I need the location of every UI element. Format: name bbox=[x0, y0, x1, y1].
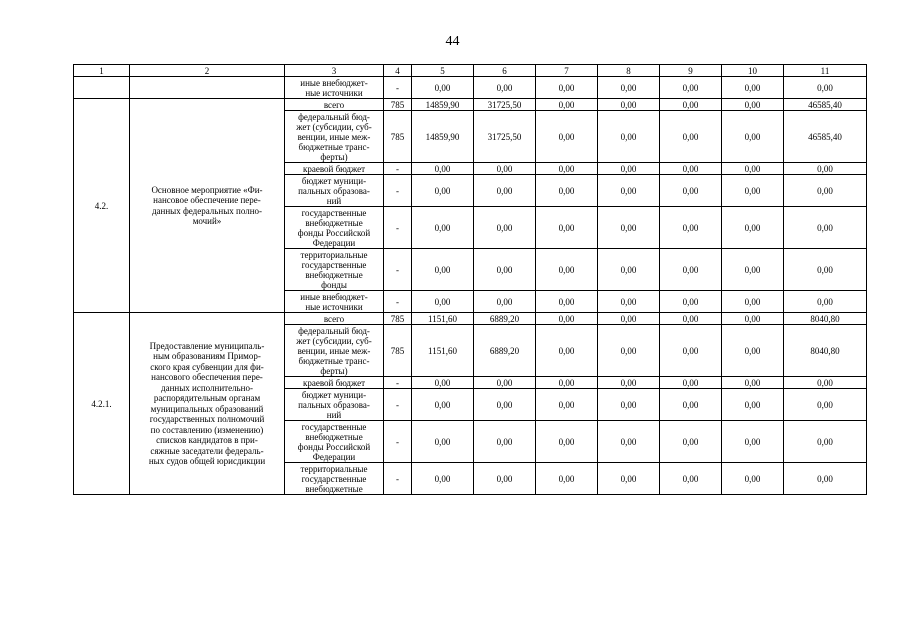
code-cell: - bbox=[384, 163, 412, 175]
value-cell: 0,00 bbox=[474, 463, 536, 495]
value-cell: 0,00 bbox=[598, 291, 660, 313]
value-cell: 0,00 bbox=[722, 77, 784, 99]
value-cell: 0,00 bbox=[660, 389, 722, 421]
column-header: 11 bbox=[784, 65, 867, 77]
table-row bbox=[74, 99, 867, 111]
value-cell: 0,00 bbox=[722, 163, 784, 175]
value-cell: 31725,50 bbox=[474, 111, 536, 163]
value-cell: 0,00 bbox=[474, 421, 536, 463]
value-cell: 0,00 bbox=[598, 77, 660, 99]
column-header: 9 bbox=[660, 65, 722, 77]
funding-source-cell: государственные внебюджетные фонды Российской Федерации bbox=[285, 421, 384, 463]
value-cell: 0,00 bbox=[784, 249, 867, 291]
value-cell: 0,00 bbox=[536, 389, 598, 421]
value-cell: 31725,50 bbox=[474, 99, 536, 111]
value-cell: 0,00 bbox=[598, 111, 660, 163]
value-cell: 0,00 bbox=[660, 377, 722, 389]
value-cell: 46585,40 bbox=[784, 99, 867, 111]
item-code-cell: 4.2.1. bbox=[74, 313, 130, 495]
value-cell: 0,00 bbox=[536, 463, 598, 495]
funding-source-cell: иные внебюджет- ные источники bbox=[285, 77, 384, 99]
value-cell: 0,00 bbox=[536, 207, 598, 249]
value-cell: 0,00 bbox=[536, 377, 598, 389]
code-cell: 785 bbox=[384, 325, 412, 377]
funding-source-cell: всего bbox=[285, 313, 384, 325]
value-cell: 0,00 bbox=[722, 377, 784, 389]
table-body bbox=[74, 77, 867, 495]
value-cell: 0,00 bbox=[598, 389, 660, 421]
value-cell: 0,00 bbox=[536, 99, 598, 111]
column-header: 1 bbox=[74, 65, 130, 77]
value-cell: 0,00 bbox=[598, 377, 660, 389]
value-cell: 0,00 bbox=[660, 99, 722, 111]
item-name-cell: Предоставление муниципаль- ным образованиям Примор- ского края субвенции для фи- нансового обеспечения пере- данных исполнительно- распорядительным органам муниципальных образований государственных полномочий по составлению (изменению) списков кандидатов в при- сяжные заседатели федераль- ных судов общей юрисдикции bbox=[130, 313, 285, 495]
value-cell: 0,00 bbox=[474, 389, 536, 421]
value-cell: 0,00 bbox=[536, 325, 598, 377]
code-cell: 785 bbox=[384, 99, 412, 111]
value-cell: 0,00 bbox=[784, 291, 867, 313]
item-code-cell: 4.2. bbox=[74, 99, 130, 313]
value-cell: 0,00 bbox=[412, 377, 474, 389]
value-cell: 0,00 bbox=[412, 291, 474, 313]
value-cell: 0,00 bbox=[598, 463, 660, 495]
column-header: 3 bbox=[285, 65, 384, 77]
item-name-cell: Основное мероприятие «Фи- нансовое обеспечение пере- данных федеральных полно- мочий» bbox=[130, 99, 285, 313]
column-header: 6 bbox=[474, 65, 536, 77]
value-cell: 0,00 bbox=[722, 325, 784, 377]
funding-source-cell: территориальные государственные внебюджетные фонды bbox=[285, 249, 384, 291]
column-header: 10 bbox=[722, 65, 784, 77]
value-cell: 0,00 bbox=[474, 207, 536, 249]
value-cell: 0,00 bbox=[536, 313, 598, 325]
value-cell: 0,00 bbox=[412, 175, 474, 207]
value-cell: 0,00 bbox=[784, 207, 867, 249]
table-header-row bbox=[74, 65, 867, 77]
value-cell: 0,00 bbox=[536, 163, 598, 175]
funding-source-cell: краевой бюджет bbox=[285, 163, 384, 175]
budget-table bbox=[73, 64, 867, 495]
value-cell: 0,00 bbox=[722, 389, 784, 421]
value-cell: 0,00 bbox=[722, 207, 784, 249]
code-cell: - bbox=[384, 249, 412, 291]
value-cell: 0,00 bbox=[598, 175, 660, 207]
value-cell: 0,00 bbox=[412, 389, 474, 421]
value-cell: 0,00 bbox=[474, 175, 536, 207]
value-cell: 8040,80 bbox=[784, 313, 867, 325]
value-cell: 14859,90 bbox=[412, 99, 474, 111]
value-cell: 0,00 bbox=[598, 207, 660, 249]
code-cell: 785 bbox=[384, 111, 412, 163]
column-header: 5 bbox=[412, 65, 474, 77]
value-cell: 0,00 bbox=[660, 313, 722, 325]
value-cell: 46585,40 bbox=[784, 111, 867, 163]
value-cell: 6889,20 bbox=[474, 313, 536, 325]
value-cell: 0,00 bbox=[474, 249, 536, 291]
value-cell: 0,00 bbox=[784, 421, 867, 463]
value-cell: 0,00 bbox=[660, 325, 722, 377]
value-cell: 0,00 bbox=[722, 313, 784, 325]
value-cell: 0,00 bbox=[474, 163, 536, 175]
value-cell: 0,00 bbox=[660, 463, 722, 495]
value-cell: 0,00 bbox=[722, 291, 784, 313]
item-code-cell bbox=[74, 77, 130, 99]
column-header: 8 bbox=[598, 65, 660, 77]
value-cell: 0,00 bbox=[474, 291, 536, 313]
value-cell: 1151,60 bbox=[412, 325, 474, 377]
value-cell: 0,00 bbox=[784, 389, 867, 421]
value-cell: 0,00 bbox=[722, 463, 784, 495]
value-cell: 0,00 bbox=[784, 377, 867, 389]
funding-source-cell: государственные внебюджетные фонды Российской Федерации bbox=[285, 207, 384, 249]
value-cell: 0,00 bbox=[660, 421, 722, 463]
funding-source-cell: краевой бюджет bbox=[285, 377, 384, 389]
value-cell: 0,00 bbox=[412, 163, 474, 175]
value-cell: 0,00 bbox=[784, 77, 867, 99]
value-cell: 8040,80 bbox=[784, 325, 867, 377]
value-cell: 0,00 bbox=[660, 77, 722, 99]
value-cell: 0,00 bbox=[474, 77, 536, 99]
value-cell: 0,00 bbox=[598, 421, 660, 463]
funding-source-cell: бюджет муници- пальных образова- ний bbox=[285, 175, 384, 207]
value-cell: 0,00 bbox=[536, 175, 598, 207]
table-row bbox=[74, 77, 867, 99]
value-cell: 0,00 bbox=[598, 163, 660, 175]
code-cell: - bbox=[384, 207, 412, 249]
value-cell: 0,00 bbox=[598, 249, 660, 291]
value-cell: 0,00 bbox=[660, 291, 722, 313]
code-cell: - bbox=[384, 389, 412, 421]
value-cell: 0,00 bbox=[412, 249, 474, 291]
value-cell: 0,00 bbox=[784, 463, 867, 495]
funding-source-cell: территориальные государственные внебюджетные bbox=[285, 463, 384, 495]
funding-source-cell: всего bbox=[285, 99, 384, 111]
value-cell: 14859,90 bbox=[412, 111, 474, 163]
funding-source-cell: иные внебюджет- ные источники bbox=[285, 291, 384, 313]
code-cell: - bbox=[384, 463, 412, 495]
value-cell: 0,00 bbox=[722, 421, 784, 463]
funding-source-cell: федеральный бюд- жет (субсидии, суб- венции, иные меж- бюджетные транс- ферты) bbox=[285, 325, 384, 377]
column-header: 4 bbox=[384, 65, 412, 77]
item-name-cell bbox=[130, 77, 285, 99]
column-header: 7 bbox=[536, 65, 598, 77]
value-cell: 0,00 bbox=[660, 249, 722, 291]
funding-source-cell: федеральный бюд- жет (субсидии, суб- венции, иные меж- бюджетные транс- ферты) bbox=[285, 111, 384, 163]
value-cell: 6889,20 bbox=[474, 325, 536, 377]
value-cell: 0,00 bbox=[784, 163, 867, 175]
value-cell: 0,00 bbox=[412, 421, 474, 463]
value-cell: 0,00 bbox=[784, 175, 867, 207]
value-cell: 0,00 bbox=[412, 77, 474, 99]
value-cell: 0,00 bbox=[722, 175, 784, 207]
column-header: 2 bbox=[130, 65, 285, 77]
value-cell: 1151,60 bbox=[412, 313, 474, 325]
code-cell: - bbox=[384, 421, 412, 463]
code-cell: - bbox=[384, 377, 412, 389]
value-cell: 0,00 bbox=[412, 463, 474, 495]
table-row bbox=[74, 313, 867, 325]
value-cell: 0,00 bbox=[722, 111, 784, 163]
value-cell: 0,00 bbox=[536, 111, 598, 163]
value-cell: 0,00 bbox=[660, 163, 722, 175]
value-cell: 0,00 bbox=[536, 249, 598, 291]
value-cell: 0,00 bbox=[660, 111, 722, 163]
funding-source-cell: бюджет муници- пальных образова- ний bbox=[285, 389, 384, 421]
value-cell: 0,00 bbox=[598, 325, 660, 377]
code-cell: - bbox=[384, 291, 412, 313]
value-cell: 0,00 bbox=[536, 291, 598, 313]
code-cell: - bbox=[384, 175, 412, 207]
value-cell: 0,00 bbox=[474, 377, 536, 389]
value-cell: 0,00 bbox=[660, 175, 722, 207]
value-cell: 0,00 bbox=[412, 207, 474, 249]
value-cell: 0,00 bbox=[536, 421, 598, 463]
value-cell: 0,00 bbox=[722, 249, 784, 291]
code-cell: - bbox=[384, 77, 412, 99]
value-cell: 0,00 bbox=[722, 99, 784, 111]
value-cell: 0,00 bbox=[536, 77, 598, 99]
code-cell: 785 bbox=[384, 313, 412, 325]
value-cell: 0,00 bbox=[598, 313, 660, 325]
page-number: 44 bbox=[445, 34, 460, 49]
value-cell: 0,00 bbox=[598, 99, 660, 111]
value-cell: 0,00 bbox=[660, 207, 722, 249]
